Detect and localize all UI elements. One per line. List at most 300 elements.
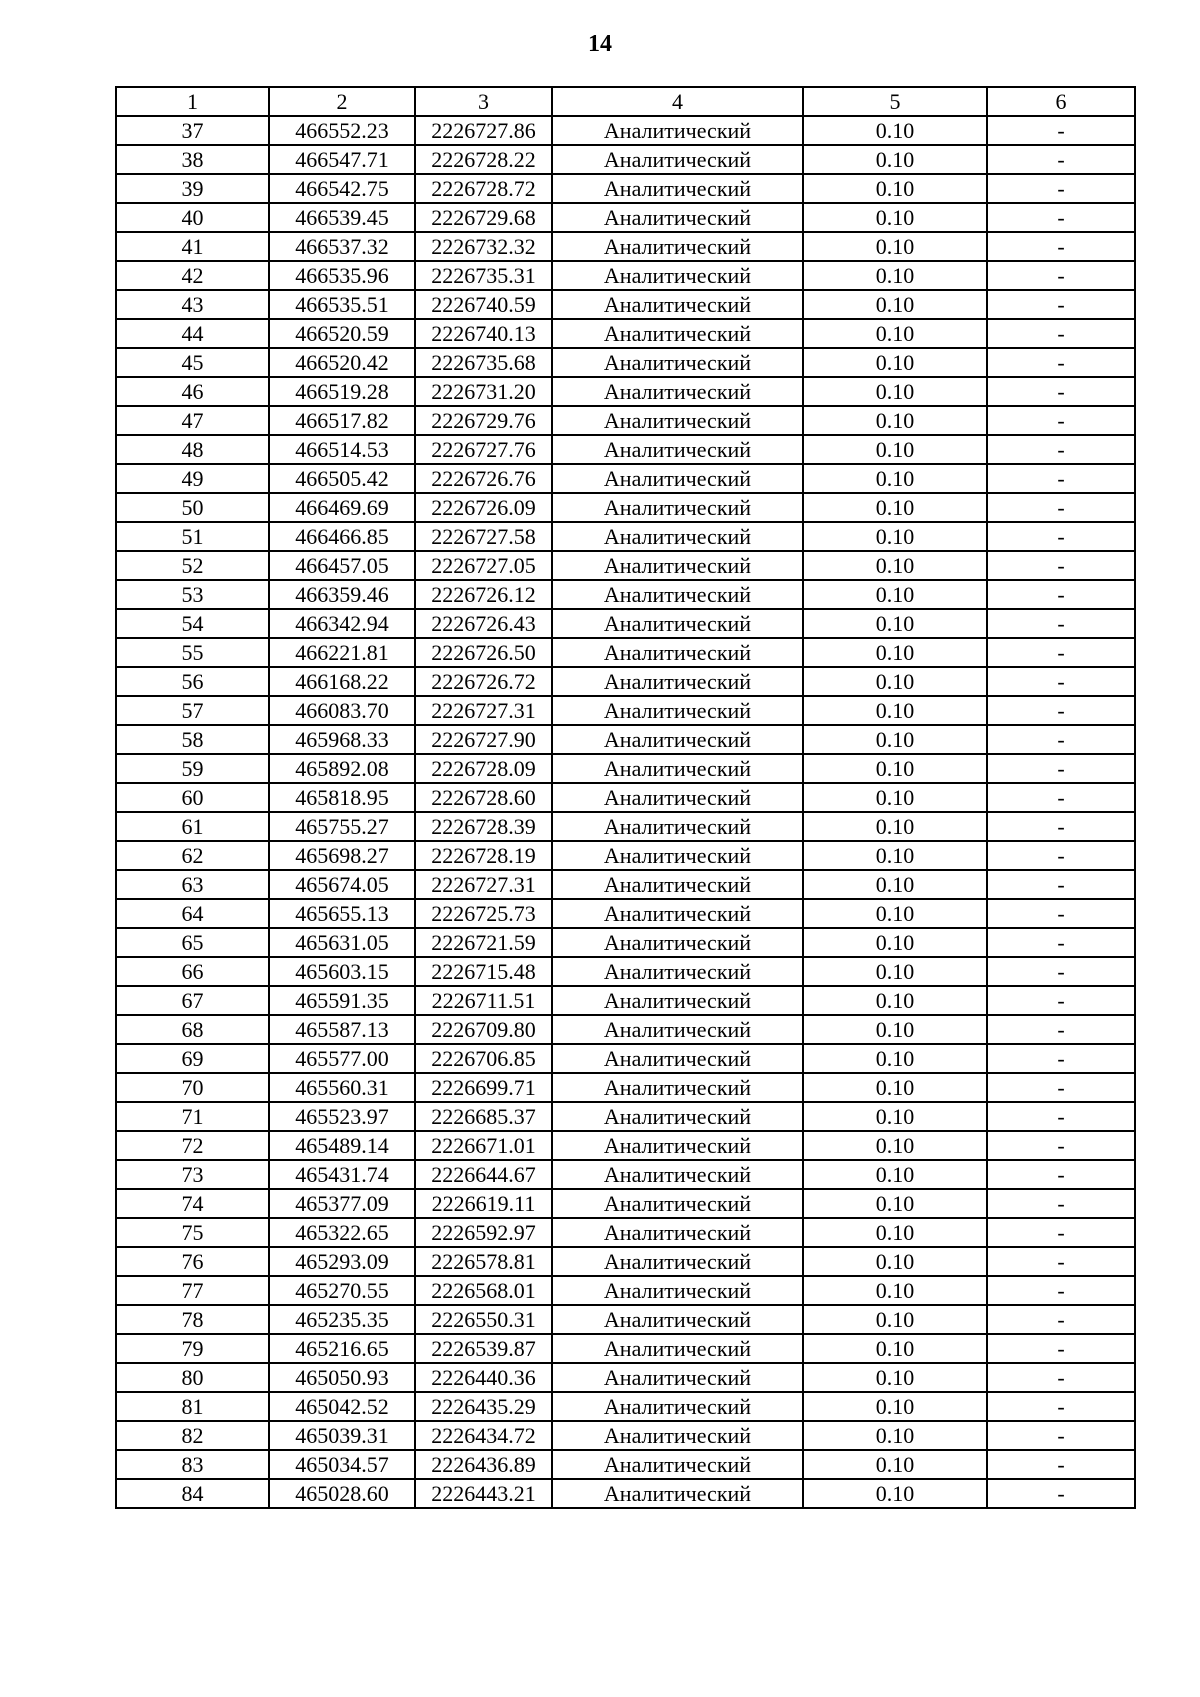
point-number-cell: 67 bbox=[116, 986, 269, 1015]
accuracy-cell: 0.10 bbox=[803, 377, 987, 406]
method-cell: Аналитический bbox=[552, 609, 803, 638]
y-coordinate-cell: 2226728.72 bbox=[415, 174, 552, 203]
point-number-cell: 57 bbox=[116, 696, 269, 725]
method-cell: Аналитический bbox=[552, 348, 803, 377]
table-row bbox=[116, 899, 1135, 928]
description-cell: - bbox=[987, 116, 1135, 145]
accuracy-cell: 0.10 bbox=[803, 261, 987, 290]
table-row bbox=[116, 348, 1135, 377]
accuracy-cell: 0.10 bbox=[803, 812, 987, 841]
table-row bbox=[116, 841, 1135, 870]
point-number-cell: 62 bbox=[116, 841, 269, 870]
point-number-cell: 58 bbox=[116, 725, 269, 754]
description-cell: - bbox=[987, 1305, 1135, 1334]
method-cell: Аналитический bbox=[552, 1334, 803, 1363]
column-header: 4 bbox=[552, 87, 803, 116]
point-number-cell: 72 bbox=[116, 1131, 269, 1160]
point-number-cell: 45 bbox=[116, 348, 269, 377]
table-row bbox=[116, 551, 1135, 580]
y-coordinate-cell: 2226644.67 bbox=[415, 1160, 552, 1189]
point-number-cell: 39 bbox=[116, 174, 269, 203]
description-cell: - bbox=[987, 667, 1135, 696]
table-row bbox=[116, 1189, 1135, 1218]
table-row bbox=[116, 725, 1135, 754]
x-coordinate-cell: 465892.08 bbox=[269, 754, 415, 783]
description-cell: - bbox=[987, 928, 1135, 957]
accuracy-cell: 0.10 bbox=[803, 580, 987, 609]
method-cell: Аналитический bbox=[552, 1131, 803, 1160]
x-coordinate-cell: 465631.05 bbox=[269, 928, 415, 957]
x-coordinate-cell: 466168.22 bbox=[269, 667, 415, 696]
x-coordinate-cell: 466083.70 bbox=[269, 696, 415, 725]
accuracy-cell: 0.10 bbox=[803, 1363, 987, 1392]
x-coordinate-cell: 465489.14 bbox=[269, 1131, 415, 1160]
x-coordinate-cell: 465968.33 bbox=[269, 725, 415, 754]
method-cell: Аналитический bbox=[552, 783, 803, 812]
method-cell: Аналитический bbox=[552, 435, 803, 464]
method-cell: Аналитический bbox=[552, 406, 803, 435]
x-coordinate-cell: 466466.85 bbox=[269, 522, 415, 551]
accuracy-cell: 0.10 bbox=[803, 1247, 987, 1276]
method-cell: Аналитический bbox=[552, 1392, 803, 1421]
accuracy-cell: 0.10 bbox=[803, 638, 987, 667]
point-number-cell: 78 bbox=[116, 1305, 269, 1334]
table-row bbox=[116, 783, 1135, 812]
method-cell: Аналитический bbox=[552, 638, 803, 667]
method-cell: Аналитический bbox=[552, 841, 803, 870]
y-coordinate-cell: 2226728.09 bbox=[415, 754, 552, 783]
x-coordinate-cell: 466539.45 bbox=[269, 203, 415, 232]
description-cell: - bbox=[987, 986, 1135, 1015]
y-coordinate-cell: 2226727.86 bbox=[415, 116, 552, 145]
y-coordinate-cell: 2226726.76 bbox=[415, 464, 552, 493]
x-coordinate-cell: 466457.05 bbox=[269, 551, 415, 580]
x-coordinate-cell: 466514.53 bbox=[269, 435, 415, 464]
y-coordinate-cell: 2226726.72 bbox=[415, 667, 552, 696]
point-number-cell: 51 bbox=[116, 522, 269, 551]
x-coordinate-cell: 466342.94 bbox=[269, 609, 415, 638]
table-row bbox=[116, 580, 1135, 609]
table-row bbox=[116, 116, 1135, 145]
description-cell: - bbox=[987, 1392, 1135, 1421]
y-coordinate-cell: 2226727.76 bbox=[415, 435, 552, 464]
method-cell: Аналитический bbox=[552, 580, 803, 609]
accuracy-cell: 0.10 bbox=[803, 754, 987, 783]
accuracy-cell: 0.10 bbox=[803, 522, 987, 551]
x-coordinate-cell: 465039.31 bbox=[269, 1421, 415, 1450]
point-number-cell: 49 bbox=[116, 464, 269, 493]
y-coordinate-cell: 2226592.97 bbox=[415, 1218, 552, 1247]
method-cell: Аналитический bbox=[552, 754, 803, 783]
y-coordinate-cell: 2226706.85 bbox=[415, 1044, 552, 1073]
method-cell: Аналитический bbox=[552, 986, 803, 1015]
table-row bbox=[116, 609, 1135, 638]
accuracy-cell: 0.10 bbox=[803, 232, 987, 261]
description-cell: - bbox=[987, 203, 1135, 232]
description-cell: - bbox=[987, 145, 1135, 174]
description-cell: - bbox=[987, 493, 1135, 522]
accuracy-cell: 0.10 bbox=[803, 609, 987, 638]
point-number-cell: 47 bbox=[116, 406, 269, 435]
y-coordinate-cell: 2226709.80 bbox=[415, 1015, 552, 1044]
method-cell: Аналитический bbox=[552, 1305, 803, 1334]
description-cell: - bbox=[987, 899, 1135, 928]
y-coordinate-cell: 2226726.50 bbox=[415, 638, 552, 667]
accuracy-cell: 0.10 bbox=[803, 899, 987, 928]
table-row bbox=[116, 1450, 1135, 1479]
x-coordinate-cell: 466552.23 bbox=[269, 116, 415, 145]
method-cell: Аналитический bbox=[552, 870, 803, 899]
table-row bbox=[116, 957, 1135, 986]
y-coordinate-cell: 2226726.12 bbox=[415, 580, 552, 609]
table-row bbox=[116, 1102, 1135, 1131]
description-cell: - bbox=[987, 1189, 1135, 1218]
table-row bbox=[116, 812, 1135, 841]
accuracy-cell: 0.10 bbox=[803, 1189, 987, 1218]
y-coordinate-cell: 2226728.22 bbox=[415, 145, 552, 174]
table-row bbox=[116, 319, 1135, 348]
table-row bbox=[116, 870, 1135, 899]
y-coordinate-cell: 2226436.89 bbox=[415, 1450, 552, 1479]
point-number-cell: 84 bbox=[116, 1479, 269, 1508]
y-coordinate-cell: 2226727.58 bbox=[415, 522, 552, 551]
x-coordinate-cell: 466517.82 bbox=[269, 406, 415, 435]
column-header: 5 bbox=[803, 87, 987, 116]
table-row bbox=[116, 638, 1135, 667]
table-row bbox=[116, 754, 1135, 783]
point-number-cell: 40 bbox=[116, 203, 269, 232]
table-row bbox=[116, 522, 1135, 551]
x-coordinate-cell: 465042.52 bbox=[269, 1392, 415, 1421]
y-coordinate-cell: 2226568.01 bbox=[415, 1276, 552, 1305]
description-cell: - bbox=[987, 435, 1135, 464]
y-coordinate-cell: 2226711.51 bbox=[415, 986, 552, 1015]
y-coordinate-cell: 2226729.76 bbox=[415, 406, 552, 435]
y-coordinate-cell: 2226726.43 bbox=[415, 609, 552, 638]
method-cell: Аналитический bbox=[552, 667, 803, 696]
point-number-cell: 74 bbox=[116, 1189, 269, 1218]
table-body bbox=[116, 116, 1135, 1508]
point-number-cell: 37 bbox=[116, 116, 269, 145]
accuracy-cell: 0.10 bbox=[803, 1421, 987, 1450]
y-coordinate-cell: 2226699.71 bbox=[415, 1073, 552, 1102]
x-coordinate-cell: 465603.15 bbox=[269, 957, 415, 986]
y-coordinate-cell: 2226435.29 bbox=[415, 1392, 552, 1421]
description-cell: - bbox=[987, 551, 1135, 580]
column-header: 1 bbox=[116, 87, 269, 116]
description-cell: - bbox=[987, 1044, 1135, 1073]
accuracy-cell: 0.10 bbox=[803, 986, 987, 1015]
point-number-cell: 80 bbox=[116, 1363, 269, 1392]
point-number-cell: 54 bbox=[116, 609, 269, 638]
table-row bbox=[116, 1363, 1135, 1392]
table-row bbox=[116, 145, 1135, 174]
method-cell: Аналитический bbox=[552, 1363, 803, 1392]
y-coordinate-cell: 2226729.68 bbox=[415, 203, 552, 232]
description-cell: - bbox=[987, 1363, 1135, 1392]
method-cell: Аналитический bbox=[552, 1479, 803, 1508]
description-cell: - bbox=[987, 1479, 1135, 1508]
point-number-cell: 46 bbox=[116, 377, 269, 406]
table-row bbox=[116, 435, 1135, 464]
y-coordinate-cell: 2226440.36 bbox=[415, 1363, 552, 1392]
description-cell: - bbox=[987, 1160, 1135, 1189]
method-cell: Аналитический bbox=[552, 1218, 803, 1247]
y-coordinate-cell: 2226735.68 bbox=[415, 348, 552, 377]
accuracy-cell: 0.10 bbox=[803, 319, 987, 348]
table-row bbox=[116, 1015, 1135, 1044]
description-cell: - bbox=[987, 1218, 1135, 1247]
table-row bbox=[116, 174, 1135, 203]
table-row bbox=[116, 1044, 1135, 1073]
method-cell: Аналитический bbox=[552, 1276, 803, 1305]
x-coordinate-cell: 465698.27 bbox=[269, 841, 415, 870]
method-cell: Аналитический bbox=[552, 203, 803, 232]
point-number-cell: 63 bbox=[116, 870, 269, 899]
x-coordinate-cell: 465270.55 bbox=[269, 1276, 415, 1305]
y-coordinate-cell: 2226727.31 bbox=[415, 696, 552, 725]
x-coordinate-cell: 466359.46 bbox=[269, 580, 415, 609]
accuracy-cell: 0.10 bbox=[803, 667, 987, 696]
description-cell: - bbox=[987, 580, 1135, 609]
accuracy-cell: 0.10 bbox=[803, 406, 987, 435]
method-cell: Аналитический bbox=[552, 377, 803, 406]
y-coordinate-cell: 2226443.21 bbox=[415, 1479, 552, 1508]
accuracy-cell: 0.10 bbox=[803, 1334, 987, 1363]
method-cell: Аналитический bbox=[552, 1421, 803, 1450]
x-coordinate-cell: 466547.71 bbox=[269, 145, 415, 174]
description-cell: - bbox=[987, 1276, 1135, 1305]
y-coordinate-cell: 2226727.90 bbox=[415, 725, 552, 754]
description-cell: - bbox=[987, 174, 1135, 203]
point-number-cell: 38 bbox=[116, 145, 269, 174]
y-coordinate-cell: 2226735.31 bbox=[415, 261, 552, 290]
description-cell: - bbox=[987, 261, 1135, 290]
point-number-cell: 75 bbox=[116, 1218, 269, 1247]
method-cell: Аналитический bbox=[552, 1102, 803, 1131]
y-coordinate-cell: 2226715.48 bbox=[415, 957, 552, 986]
point-number-cell: 65 bbox=[116, 928, 269, 957]
accuracy-cell: 0.10 bbox=[803, 696, 987, 725]
description-cell: - bbox=[987, 1334, 1135, 1363]
point-number-cell: 50 bbox=[116, 493, 269, 522]
x-coordinate-cell: 465216.65 bbox=[269, 1334, 415, 1363]
x-coordinate-cell: 466520.42 bbox=[269, 348, 415, 377]
method-cell: Аналитический bbox=[552, 232, 803, 261]
x-coordinate-cell: 466535.51 bbox=[269, 290, 415, 319]
table-row bbox=[116, 696, 1135, 725]
method-cell: Аналитический bbox=[552, 899, 803, 928]
x-coordinate-cell: 465577.00 bbox=[269, 1044, 415, 1073]
description-cell: - bbox=[987, 1102, 1135, 1131]
accuracy-cell: 0.10 bbox=[803, 348, 987, 377]
point-number-cell: 66 bbox=[116, 957, 269, 986]
table-row bbox=[116, 406, 1135, 435]
point-number-cell: 73 bbox=[116, 1160, 269, 1189]
point-number-cell: 76 bbox=[116, 1247, 269, 1276]
table-row bbox=[116, 1276, 1135, 1305]
accuracy-cell: 0.10 bbox=[803, 1044, 987, 1073]
description-cell: - bbox=[987, 696, 1135, 725]
y-coordinate-cell: 2226727.05 bbox=[415, 551, 552, 580]
y-coordinate-cell: 2226732.32 bbox=[415, 232, 552, 261]
table-row bbox=[116, 1160, 1135, 1189]
table-row bbox=[116, 667, 1135, 696]
description-cell: - bbox=[987, 812, 1135, 841]
accuracy-cell: 0.10 bbox=[803, 1218, 987, 1247]
table-row bbox=[116, 464, 1135, 493]
description-cell: - bbox=[987, 1073, 1135, 1102]
description-cell: - bbox=[987, 232, 1135, 261]
accuracy-cell: 0.10 bbox=[803, 841, 987, 870]
y-coordinate-cell: 2226728.19 bbox=[415, 841, 552, 870]
description-cell: - bbox=[987, 1450, 1135, 1479]
y-coordinate-cell: 2226550.31 bbox=[415, 1305, 552, 1334]
description-cell: - bbox=[987, 522, 1135, 551]
method-cell: Аналитический bbox=[552, 957, 803, 986]
accuracy-cell: 0.10 bbox=[803, 870, 987, 899]
x-coordinate-cell: 465377.09 bbox=[269, 1189, 415, 1218]
accuracy-cell: 0.10 bbox=[803, 1131, 987, 1160]
description-cell: - bbox=[987, 464, 1135, 493]
y-coordinate-cell: 2226725.73 bbox=[415, 899, 552, 928]
method-cell: Аналитический bbox=[552, 522, 803, 551]
point-number-cell: 43 bbox=[116, 290, 269, 319]
method-cell: Аналитический bbox=[552, 493, 803, 522]
accuracy-cell: 0.10 bbox=[803, 1073, 987, 1102]
coordinates-table bbox=[115, 86, 1136, 1509]
page-number: 14 bbox=[588, 31, 612, 57]
y-coordinate-cell: 2226727.31 bbox=[415, 870, 552, 899]
point-number-cell: 42 bbox=[116, 261, 269, 290]
accuracy-cell: 0.10 bbox=[803, 1276, 987, 1305]
description-cell: - bbox=[987, 377, 1135, 406]
description-cell: - bbox=[987, 609, 1135, 638]
accuracy-cell: 0.10 bbox=[803, 116, 987, 145]
y-coordinate-cell: 2226671.01 bbox=[415, 1131, 552, 1160]
description-cell: - bbox=[987, 725, 1135, 754]
accuracy-cell: 0.10 bbox=[803, 1305, 987, 1334]
point-number-cell: 77 bbox=[116, 1276, 269, 1305]
method-cell: Аналитический bbox=[552, 261, 803, 290]
x-coordinate-cell: 465560.31 bbox=[269, 1073, 415, 1102]
description-cell: - bbox=[987, 348, 1135, 377]
column-header: 6 bbox=[987, 87, 1135, 116]
point-number-cell: 81 bbox=[116, 1392, 269, 1421]
accuracy-cell: 0.10 bbox=[803, 551, 987, 580]
point-number-cell: 69 bbox=[116, 1044, 269, 1073]
accuracy-cell: 0.10 bbox=[803, 464, 987, 493]
x-coordinate-cell: 466542.75 bbox=[269, 174, 415, 203]
y-coordinate-cell: 2226726.09 bbox=[415, 493, 552, 522]
accuracy-cell: 0.10 bbox=[803, 1102, 987, 1131]
method-cell: Аналитический bbox=[552, 1015, 803, 1044]
description-cell: - bbox=[987, 1131, 1135, 1160]
accuracy-cell: 0.10 bbox=[803, 1479, 987, 1508]
point-number-cell: 82 bbox=[116, 1421, 269, 1450]
method-cell: Аналитический bbox=[552, 696, 803, 725]
accuracy-cell: 0.10 bbox=[803, 928, 987, 957]
method-cell: Аналитический bbox=[552, 464, 803, 493]
accuracy-cell: 0.10 bbox=[803, 493, 987, 522]
x-coordinate-cell: 465818.95 bbox=[269, 783, 415, 812]
method-cell: Аналитический bbox=[552, 116, 803, 145]
accuracy-cell: 0.10 bbox=[803, 725, 987, 754]
x-coordinate-cell: 466469.69 bbox=[269, 493, 415, 522]
x-coordinate-cell: 465587.13 bbox=[269, 1015, 415, 1044]
point-number-cell: 70 bbox=[116, 1073, 269, 1102]
table-row bbox=[116, 986, 1135, 1015]
table-row bbox=[116, 1479, 1135, 1508]
method-cell: Аналитический bbox=[552, 1450, 803, 1479]
method-cell: Аналитический bbox=[552, 1073, 803, 1102]
x-coordinate-cell: 465050.93 bbox=[269, 1363, 415, 1392]
x-coordinate-cell: 466519.28 bbox=[269, 377, 415, 406]
x-coordinate-cell: 466505.42 bbox=[269, 464, 415, 493]
table-row bbox=[116, 1218, 1135, 1247]
method-cell: Аналитический bbox=[552, 1160, 803, 1189]
table-row bbox=[116, 928, 1135, 957]
accuracy-cell: 0.10 bbox=[803, 957, 987, 986]
method-cell: Аналитический bbox=[552, 290, 803, 319]
table-row bbox=[116, 1334, 1135, 1363]
x-coordinate-cell: 465322.65 bbox=[269, 1218, 415, 1247]
description-cell: - bbox=[987, 1247, 1135, 1276]
y-coordinate-cell: 2226731.20 bbox=[415, 377, 552, 406]
x-coordinate-cell: 465523.97 bbox=[269, 1102, 415, 1131]
x-coordinate-cell: 465591.35 bbox=[269, 986, 415, 1015]
description-cell: - bbox=[987, 406, 1135, 435]
x-coordinate-cell: 465674.05 bbox=[269, 870, 415, 899]
y-coordinate-cell: 2226728.60 bbox=[415, 783, 552, 812]
x-coordinate-cell: 466221.81 bbox=[269, 638, 415, 667]
point-number-cell: 53 bbox=[116, 580, 269, 609]
table-row bbox=[116, 1421, 1135, 1450]
y-coordinate-cell: 2226728.39 bbox=[415, 812, 552, 841]
method-cell: Аналитический bbox=[552, 551, 803, 580]
table-header-row bbox=[116, 87, 1135, 116]
description-cell: - bbox=[987, 870, 1135, 899]
point-number-cell: 79 bbox=[116, 1334, 269, 1363]
method-cell: Аналитический bbox=[552, 812, 803, 841]
description-cell: - bbox=[987, 1421, 1135, 1450]
point-number-cell: 83 bbox=[116, 1450, 269, 1479]
accuracy-cell: 0.10 bbox=[803, 1392, 987, 1421]
description-cell: - bbox=[987, 319, 1135, 348]
accuracy-cell: 0.10 bbox=[803, 783, 987, 812]
accuracy-cell: 0.10 bbox=[803, 145, 987, 174]
x-coordinate-cell: 466537.32 bbox=[269, 232, 415, 261]
description-cell: - bbox=[987, 841, 1135, 870]
description-cell: - bbox=[987, 638, 1135, 667]
y-coordinate-cell: 2226740.13 bbox=[415, 319, 552, 348]
y-coordinate-cell: 2226721.59 bbox=[415, 928, 552, 957]
table-row bbox=[116, 232, 1135, 261]
table-row bbox=[116, 1073, 1135, 1102]
column-header: 3 bbox=[415, 87, 552, 116]
point-number-cell: 52 bbox=[116, 551, 269, 580]
y-coordinate-cell: 2226619.11 bbox=[415, 1189, 552, 1218]
description-cell: - bbox=[987, 290, 1135, 319]
point-number-cell: 44 bbox=[116, 319, 269, 348]
table-row bbox=[116, 1131, 1135, 1160]
description-cell: - bbox=[987, 1015, 1135, 1044]
x-coordinate-cell: 465028.60 bbox=[269, 1479, 415, 1508]
x-coordinate-cell: 465655.13 bbox=[269, 899, 415, 928]
point-number-cell: 41 bbox=[116, 232, 269, 261]
y-coordinate-cell: 2226578.81 bbox=[415, 1247, 552, 1276]
point-number-cell: 55 bbox=[116, 638, 269, 667]
